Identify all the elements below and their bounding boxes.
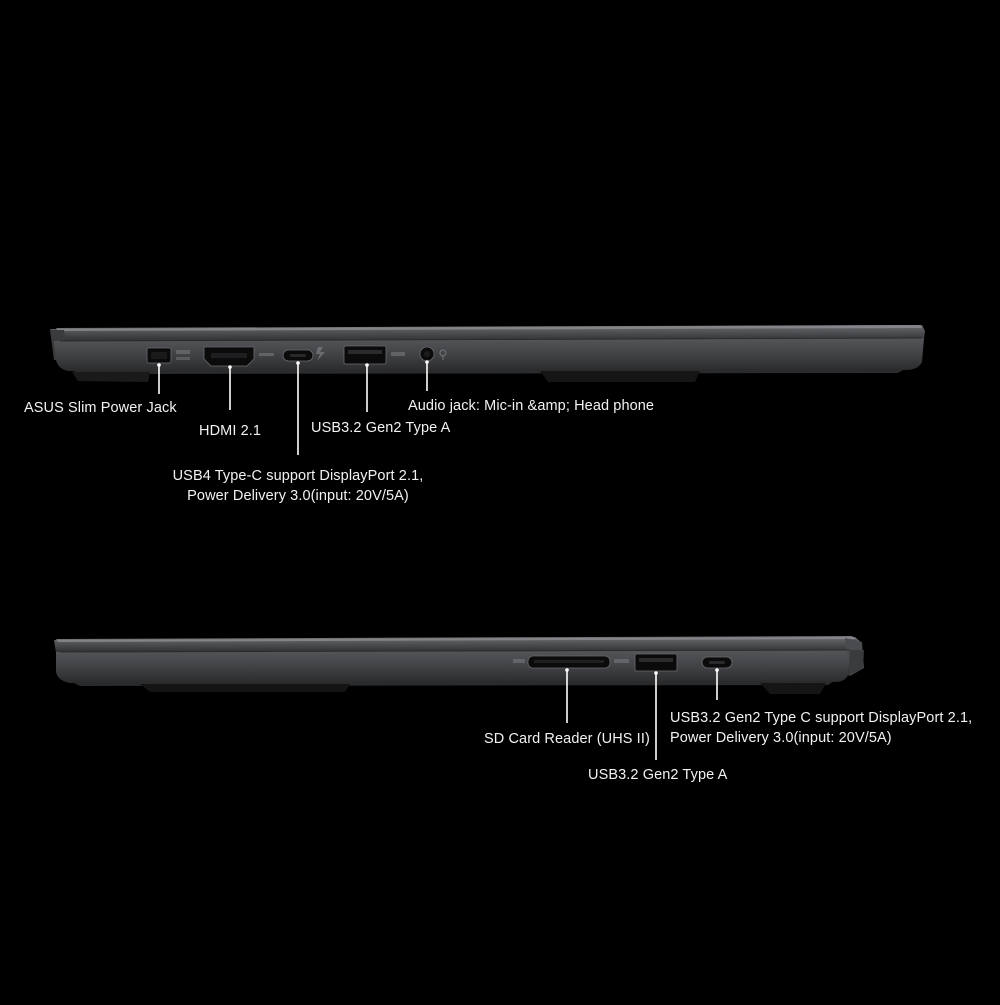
label-usb-a-right: USB3.2 Gen2 Type A <box>588 767 728 783</box>
label-usb4 <box>160 466 436 506</box>
label-power-jack: ASUS Slim Power Jack <box>24 400 177 416</box>
laptop-base <box>54 338 924 371</box>
laptop-base-right <box>56 650 850 683</box>
label-sd-card: SD Card Reader (UHS II) <box>484 731 650 747</box>
label-usb-c-right <box>670 708 972 748</box>
usb-a-port-icon <box>344 346 386 364</box>
laptop-left-side <box>50 325 925 455</box>
label-usb4-line2: Power Delivery 3.0(input: 20V/5A) <box>187 488 409 504</box>
label-audio-jack: Audio jack: Mic-in &amp; Head phone <box>408 398 655 414</box>
label-usb-c-right-line1: USB3.2 Gen2 Type C support DisplayPort 2.1, <box>670 710 973 726</box>
usb-a-port-icon-right <box>635 654 677 671</box>
label-usb4-line1: USB4 Type-C support DisplayPort 2.1, <box>172 468 424 484</box>
label-hdmi: HDMI 2.1 <box>199 423 262 439</box>
label-usb-c-right-line2: Power Delivery 3.0(input: 20V/5A) <box>670 730 892 746</box>
left-leader-lines <box>159 362 427 455</box>
label-usb-a: USB3.2 Gen2 Type A <box>311 420 451 436</box>
